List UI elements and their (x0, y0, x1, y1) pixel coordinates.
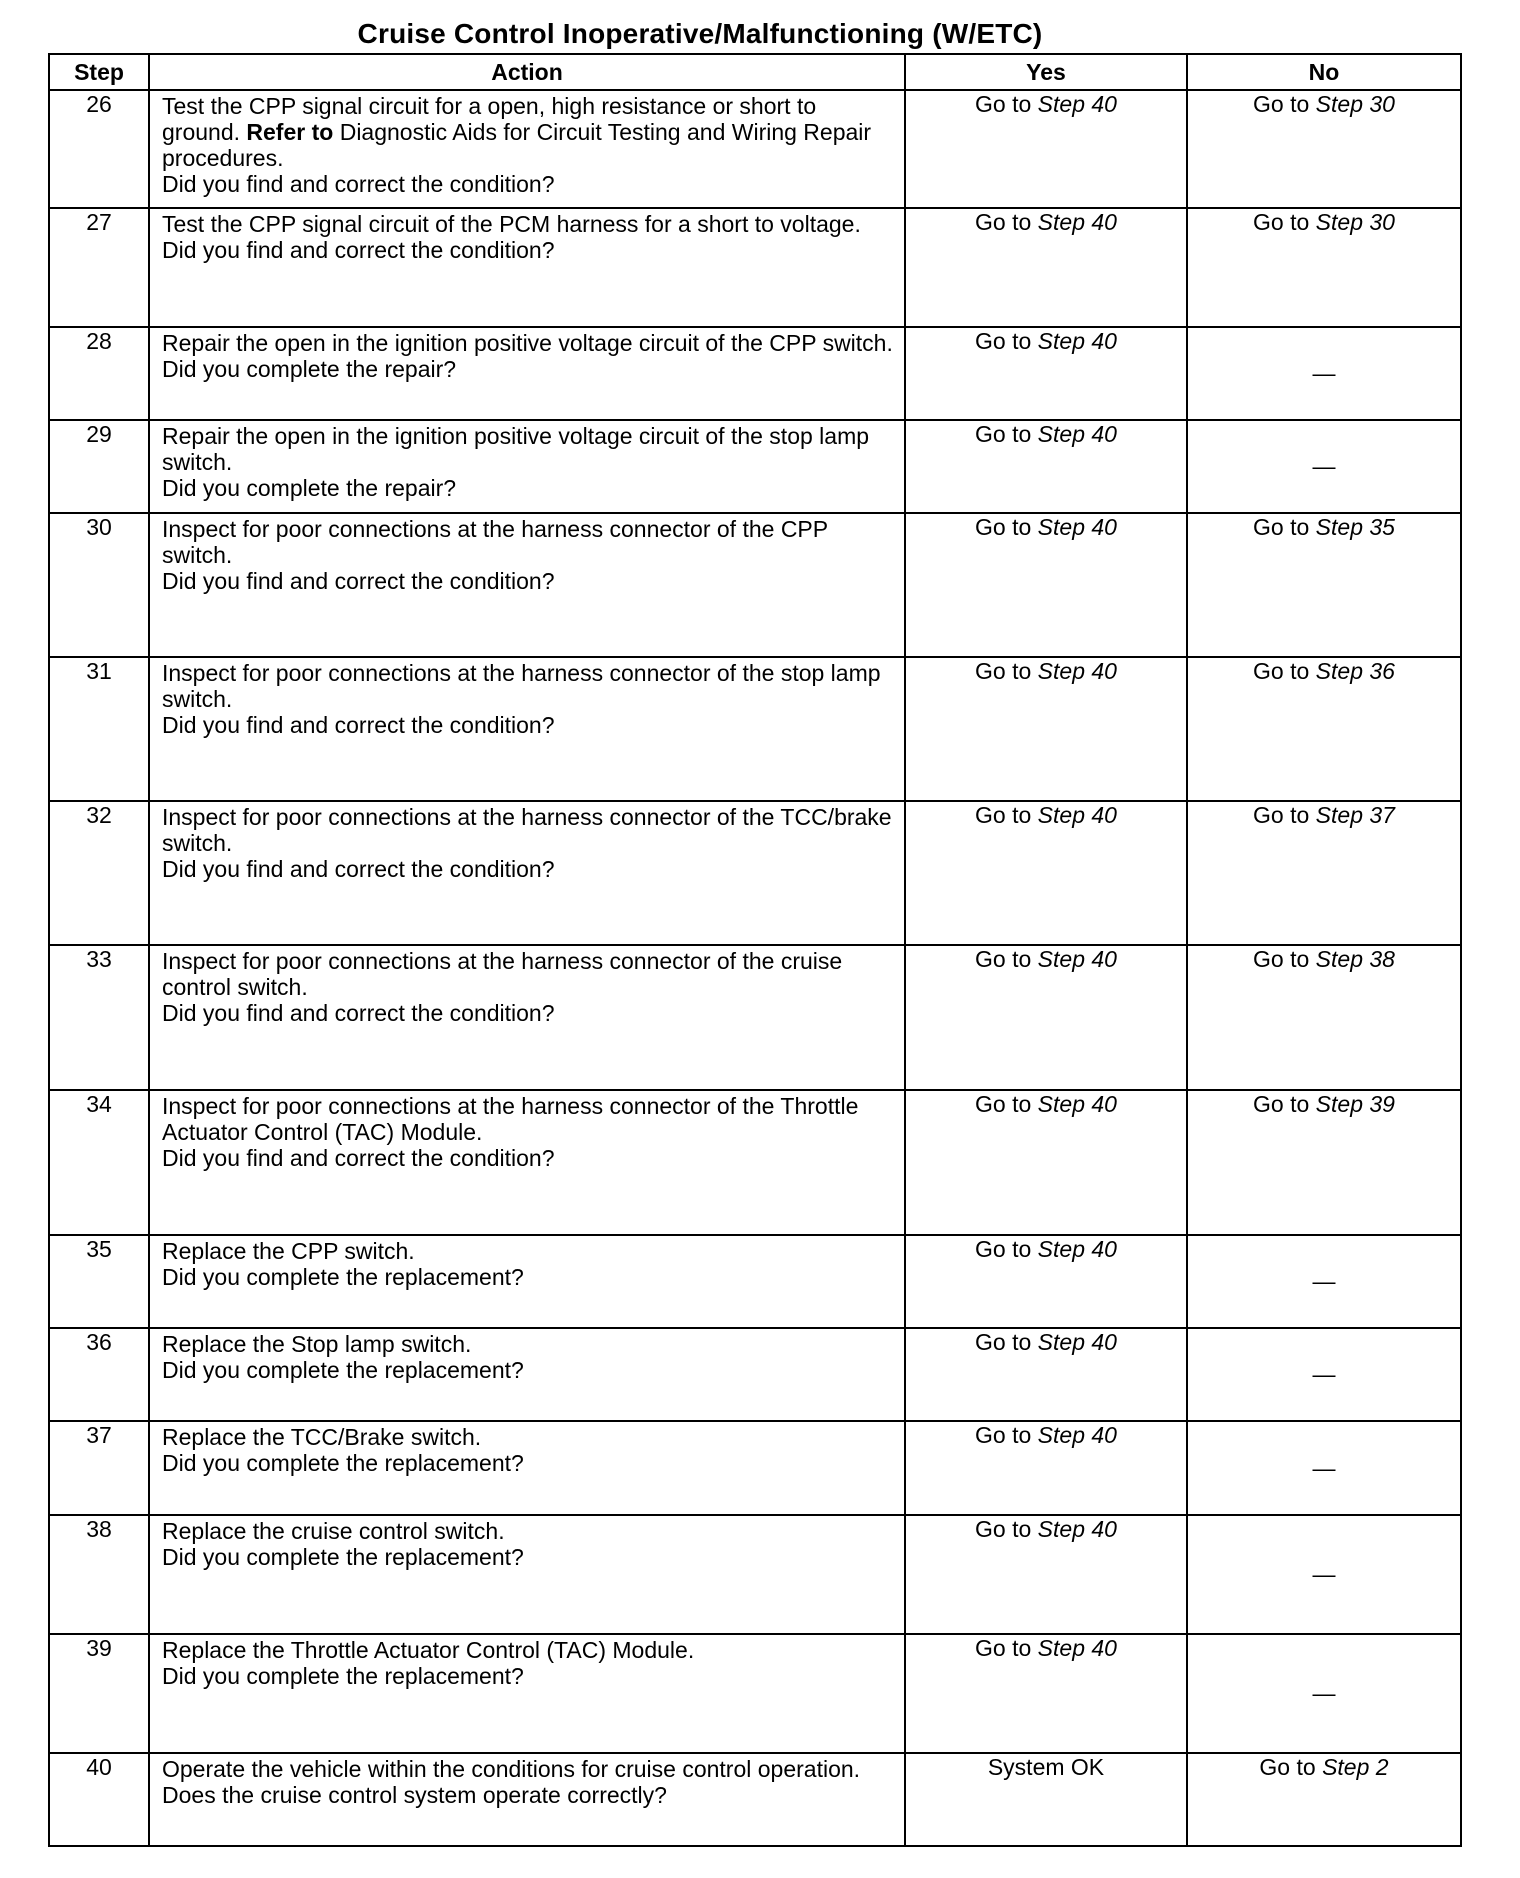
action-cell (149, 1515, 905, 1634)
step-number: 40 (49, 1753, 149, 1846)
action-question: Did you complete the replacement? (162, 1450, 524, 1476)
action-cell (149, 90, 905, 208)
table-row (49, 1090, 1461, 1235)
yes-cell: Go to Step 40 (905, 657, 1187, 801)
step-number: 26 (49, 90, 149, 208)
yes-cell: Go to Step 40 (905, 208, 1187, 327)
action-text: Replace the TCC/Brake switch. (162, 1424, 482, 1450)
step-number: 38 (49, 1515, 149, 1634)
action-cell (149, 1090, 905, 1235)
table-row (49, 1235, 1461, 1328)
page-title: Cruise Control Inoperative/Malfunctioning (W/ETC) (357, 18, 1043, 49)
step-number: 34 (49, 1090, 149, 1235)
yes-cell: Go to Step 40 (905, 1235, 1187, 1328)
no-cell: Go to Step 35 (1187, 513, 1461, 657)
no-cell: Go to Step 37 (1187, 801, 1461, 945)
step-number: 35 (49, 1235, 149, 1328)
table-row (49, 1634, 1461, 1753)
action-cell (149, 513, 905, 657)
action-cell (149, 1421, 905, 1515)
action-text: Inspect for poor connections at the harness connector of the stop lamp switch. (162, 660, 881, 712)
action-text: Operate the vehicle within the conditions for cruise control operation. (162, 1756, 861, 1782)
action-text: Test the CPP signal circuit of the PCM harness for a short to voltage. (162, 211, 861, 237)
header-action: Action (149, 54, 905, 90)
action-text: Replace the CPP switch. (162, 1238, 415, 1264)
action-text: Replace the cruise control switch. (162, 1518, 505, 1544)
table-row (49, 1515, 1461, 1634)
action-text: Test the CPP signal circuit for a open, high resistance or short to ground. Refer to Diagnostic Aids for Circuit Testing and Wiring Repair procedures. (162, 93, 872, 171)
header-row (49, 54, 1461, 90)
yes-cell: Go to Step 40 (905, 801, 1187, 945)
action-cell (149, 208, 905, 327)
table-row (49, 657, 1461, 801)
step-number: 27 (49, 208, 149, 327)
step-number: 33 (49, 945, 149, 1090)
yes-cell: System OK (905, 1753, 1187, 1846)
no-cell: Go to Step 30 (1187, 90, 1461, 208)
action-question: Did you find and correct the condition? (162, 171, 555, 197)
action-text: Repair the open in the ignition positive voltage circuit of the CPP switch. (162, 330, 893, 356)
step-number: 29 (49, 420, 149, 513)
action-question: Did you find and correct the condition? (162, 1000, 555, 1026)
action-question: Did you complete the repair? (162, 356, 457, 382)
yes-cell: Go to Step 40 (905, 513, 1187, 657)
header-no: No (1187, 54, 1461, 90)
action-cell (149, 801, 905, 945)
action-text: Inspect for poor connections at the harness connector of the TCC/brake switch. (162, 804, 892, 856)
table-row (49, 513, 1461, 657)
table-row (49, 801, 1461, 945)
yes-cell: Go to Step 40 (905, 1634, 1187, 1753)
step-number: 30 (49, 513, 149, 657)
action-question: Did you find and correct the condition? (162, 856, 555, 882)
action-question: Did you find and correct the condition? (162, 237, 555, 263)
action-cell (149, 1235, 905, 1328)
action-text: Replace the Stop lamp switch. (162, 1331, 472, 1357)
action-question: Did you find and correct the condition? (162, 1145, 555, 1171)
action-cell (149, 1634, 905, 1753)
step-number: 32 (49, 801, 149, 945)
yes-cell: Go to Step 40 (905, 1328, 1187, 1421)
action-cell (149, 420, 905, 513)
no-cell: — (1187, 1328, 1461, 1421)
yes-cell: Go to Step 40 (905, 90, 1187, 208)
action-question: Did you complete the replacement? (162, 1264, 524, 1290)
action-cell (149, 945, 905, 1090)
action-text: Inspect for poor connections at the harness connector of the Throttle Actuator Control (TAC) Module. (162, 1093, 859, 1145)
action-text: Repair the open in the ignition positive voltage circuit of the stop lamp switch. (162, 423, 870, 475)
no-cell: Go to Step 30 (1187, 208, 1461, 327)
action-cell (149, 1753, 905, 1846)
action-text: Replace the Throttle Actuator Control (TAC) Module. (162, 1637, 695, 1663)
action-cell (149, 327, 905, 420)
action-text: Inspect for poor connections at the harness connector of the CPP switch. (162, 516, 828, 568)
yes-cell: Go to Step 40 (905, 945, 1187, 1090)
no-cell: Go to Step 36 (1187, 657, 1461, 801)
no-cell: Go to Step 2 (1187, 1753, 1461, 1846)
table-row (49, 1328, 1461, 1421)
no-cell: — (1187, 420, 1461, 513)
no-cell: — (1187, 1421, 1461, 1515)
action-cell (149, 657, 905, 801)
table-row (49, 327, 1461, 420)
yes-cell: Go to Step 40 (905, 1421, 1187, 1515)
action-text: Inspect for poor connections at the harness connector of the cruise control switch. (162, 948, 843, 1000)
diagnostic-table (48, 53, 1462, 1847)
action-cell (149, 1328, 905, 1421)
step-number: 39 (49, 1634, 149, 1753)
table-row (49, 1753, 1461, 1846)
action-question: Did you complete the replacement? (162, 1544, 524, 1570)
header-yes: Yes (905, 54, 1187, 90)
no-cell: Go to Step 39 (1187, 1090, 1461, 1235)
step-number: 28 (49, 327, 149, 420)
yes-cell: Go to Step 40 (905, 420, 1187, 513)
yes-cell: Go to Step 40 (905, 1090, 1187, 1235)
yes-cell: Go to Step 40 (905, 1515, 1187, 1634)
step-number: 36 (49, 1328, 149, 1421)
action-question: Did you find and correct the condition? (162, 568, 555, 594)
table-row (49, 90, 1461, 208)
no-cell: — (1187, 1634, 1461, 1753)
step-number: 37 (49, 1421, 149, 1515)
action-question: Did you complete the replacement? (162, 1357, 524, 1383)
action-question: Did you complete the replacement? (162, 1663, 524, 1689)
table-row (49, 208, 1461, 327)
no-cell: — (1187, 1515, 1461, 1634)
no-cell: — (1187, 1235, 1461, 1328)
no-cell: — (1187, 327, 1461, 420)
action-question: Did you complete the repair? (162, 475, 457, 501)
table-row (49, 945, 1461, 1090)
action-question: Did you find and correct the condition? (162, 712, 555, 738)
no-cell: Go to Step 38 (1187, 945, 1461, 1090)
header-step: Step (49, 54, 149, 90)
table-row (49, 1421, 1461, 1515)
yes-cell: Go to Step 40 (905, 327, 1187, 420)
action-question: Does the cruise control system operate correctly? (162, 1782, 667, 1808)
step-number: 31 (49, 657, 149, 801)
table-row (49, 420, 1461, 513)
